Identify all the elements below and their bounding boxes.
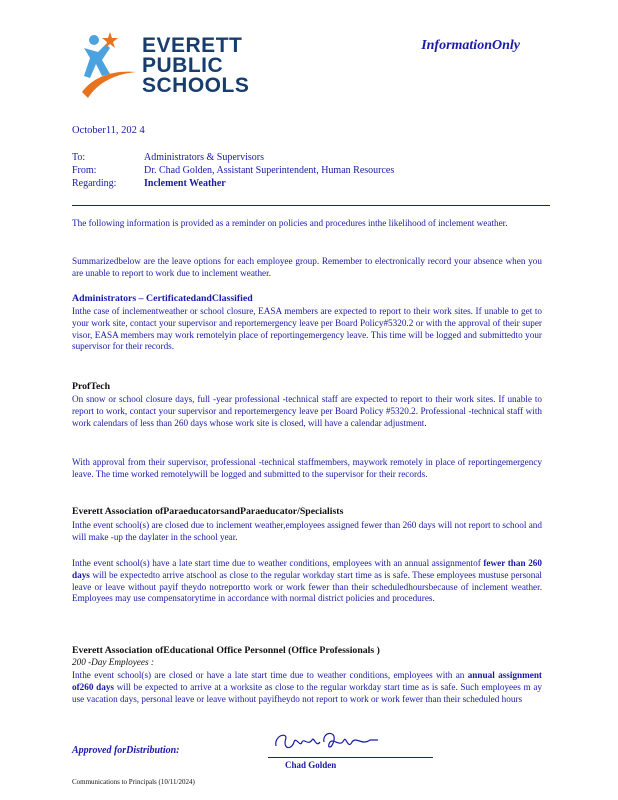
logo-line-3: SCHOOLS [142, 74, 250, 97]
admin-body: Inthe case of inclementweather or school closure, EASA members are expected to report to their work sites. If unable to get to your work site, contact your supervisor and reportemergency leave per Board Policy#5320.2 or with the approval of their super visor, EASA members may work remotelyin place of reportingemergency leave. This time will be logged and submittedto your supervisor for their records. [72, 306, 542, 352]
footer-note: Communications to Principals (10/11/2024) [72, 778, 195, 786]
memo-header [72, 151, 394, 190]
to-label: To: [72, 152, 86, 163]
regarding-value: Inclement Weather [144, 178, 226, 189]
memo-from-row [72, 164, 394, 177]
intro-paragraph-2: Summarizedbelow are the leave options for each employee group. Remember to electronically record your absence when you are unable to report to work due to inclement weather. [72, 256, 542, 278]
memo-regarding-row [72, 177, 394, 190]
regarding-label: Regarding: [72, 178, 117, 189]
logo-line-1: EVERETT [142, 34, 243, 57]
memo-date: October11, 202 4 [72, 125, 145, 136]
signer-name: Chad Golden [285, 760, 337, 770]
office-body [72, 670, 542, 705]
para-body-2 [72, 558, 542, 605]
office-body-end: will be expected to arrive at a worksite as close to the regular workday start time as is safe. Such employees m ay use vacation days, personal leave or leave without payifheydo not report to work or work fewer than their scheduled hours [72, 681, 542, 704]
intro-paragraph-1: The following information is provided as a reminder on policies and procedures inthe likelihood of inclement weather. [72, 218, 508, 228]
proftech-heading: ProfTech [72, 381, 111, 392]
para-body-2-start: Inthe event school(s) have a late start time due to weather conditions, employees with an annual assignmentof [72, 558, 484, 568]
to-value: Administrators & Supervisors [144, 152, 264, 163]
handwritten-signature-icon [272, 728, 382, 758]
from-value: Dr. Chad Golden, Assistant Superintendent, Human Resources [144, 165, 395, 176]
information-only-label: InformationOnly [421, 38, 520, 53]
from-label: From: [72, 165, 97, 176]
office-body-start: Inthe event school(s) are closed or have a late start time due to weather conditions, employees with an [72, 670, 468, 680]
logo-figure-icon [80, 30, 142, 116]
proftech-body-2: With approval from their supervisor, professional -technical staffmembers, maywork remotely in place of reportingemergency leave. The time worked remotelywill be logged and submitted to the supervisor for their records. [72, 457, 542, 479]
office-body-bold: annual assignment of260 days [72, 670, 542, 692]
approved-label: Approved forDistribution: [72, 745, 180, 756]
office-subheading: 200 -Day Employees : [72, 657, 154, 667]
para-body-2-end: will be expectedto arrive atschool as close to the regular workday start time as is safe. These employees mustuse personal leave or leave without payif theydo notreportto work or work fewer than their scheduledhoursbecause of inclement weather. Employees may use compensatorytime in accordance with normal district policies and procedures. [72, 569, 542, 604]
para-heading: Everett Association ofParaeducatorsandParaeducator/Specialists [72, 506, 344, 517]
district-logo [80, 30, 270, 116]
header-divider [72, 205, 550, 206]
admin-heading: Administrators – CertificatedandClassified [72, 293, 253, 304]
logo-line-2: PUBLIC [142, 54, 224, 77]
office-heading: Everett Association ofEducational Office Personnel (Office Professionals ) [72, 645, 380, 656]
para-body-1: Inthe event school(s) are closed due to inclement weather,employees assigned fewer than 260 days will not report to school and will make -up the daylater in the school year. [72, 520, 542, 542]
proftech-body-1: On snow or school closure days, full -year professional -technical staff are expected to report to their work sites. If unable to report to work, contact your supervisor and reportemergency leave per Board Policy #5320.2. Professional -technical staff with work calendars of less than 260 days whose work site is closed, will have a calendar adjustment. [72, 394, 542, 428]
para-body-2-bold: fewer than 260 days [72, 558, 542, 580]
memo-to-row [72, 151, 394, 164]
signature-line [268, 757, 433, 758]
